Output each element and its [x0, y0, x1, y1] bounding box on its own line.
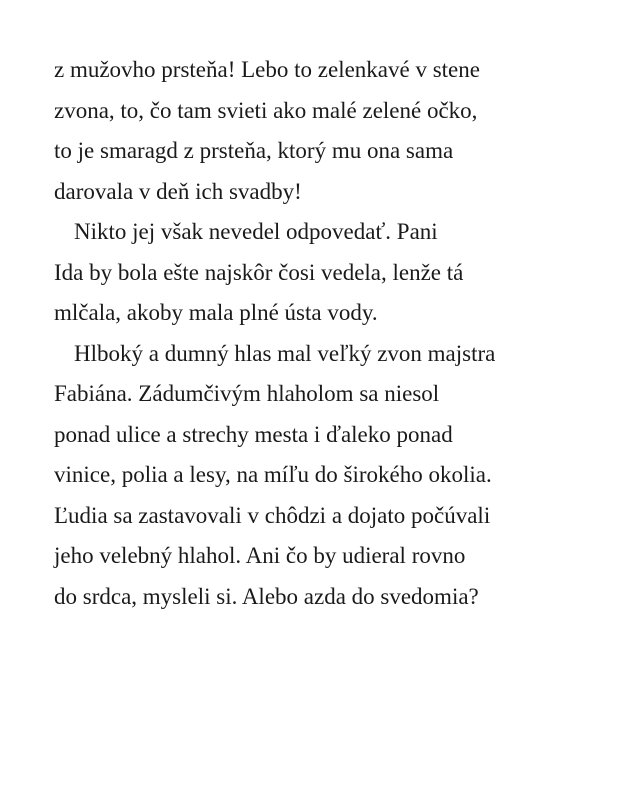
paragraph-start-line: Hlboký a dumný hlas mal veľký zvon majstra [74, 340, 496, 366]
text-line: Ida by bola ešte najskôr čosi vedela, lenže tá [54, 259, 464, 285]
text-line: do srdca, mysleli si. Alebo azda do svedomia? [54, 583, 479, 609]
paragraph-start-line: Nikto jej však nevedel odpovedať. Pani [74, 219, 438, 244]
text-line: Ľudia sa zastavovali v chôdzi a dojato počúvali [54, 502, 491, 528]
text-line: zvona, to, čo tam svieti ako malé zelené očko, [54, 97, 478, 123]
text-line: to je smaragd z prsteňa, ktorý mu ona sama [54, 138, 454, 163]
text-line: vinice, polia a lesy, na míľu do širokého okolia. [54, 462, 492, 487]
text-line: z mužovho prsteňa! Lebo to zelenkavé v stene [54, 57, 480, 82]
text-line: Fabiána. Zádumčivým hlaholom sa niesol [54, 381, 440, 406]
text-line: mlčala, akoby mala plné ústa vody. [54, 300, 378, 325]
text-line: jeho velebný hlahol. Ani čo by udieral rovno [54, 543, 466, 568]
body-text [54, 50, 614, 617]
text-line: darovala v deň ich svadby! [54, 178, 302, 204]
text-line: ponad ulice a strechy mesta i ďaleko ponad [54, 421, 453, 447]
